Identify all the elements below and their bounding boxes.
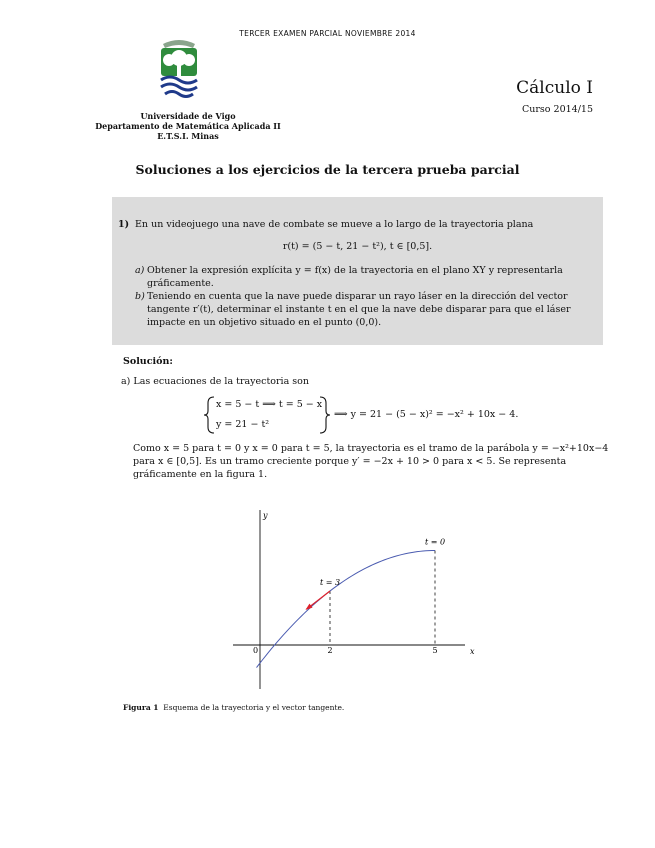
university-name: Universidade de Vigo (140, 111, 236, 121)
part-a-line2: gráficamente. (147, 278, 214, 289)
marker-label-t3: t = 3 (319, 578, 341, 587)
caption-text: Esquema de la trayectoria y el vector tangente. (163, 703, 345, 712)
part-b-line2: tangente r′(t), determinar el instante t en el que la nave debe disparar para que el láser (147, 304, 571, 315)
document-title: Soluciones a los ejercicios de la tercera prueba parcial (135, 162, 520, 177)
problem-number: 1) (118, 219, 130, 230)
trajectory-formula: r(t) = (5 − t, 21 − t²), t ∈ [0,5]. (282, 241, 433, 252)
solution-heading: Solución: (123, 356, 173, 367)
solution-p2: para x ∈ [0,5]. Es un tramo creciente porque y′ = −2x + 10 > 0 para x < 5. Se representa (133, 456, 567, 467)
part-a-line1: Obtener la expresión explícita y = f(x) de la trayectoria en el plano XY y representarla (147, 265, 563, 276)
course-title: Cálculo I (516, 78, 593, 98)
course-year: Curso 2014/15 (521, 104, 593, 115)
trajectory-curve (257, 551, 436, 668)
part-b-line1: Teniendo en cuenta que la nave puede disparar un rayo láser en la dirección del vector (147, 291, 568, 302)
x-axis-label: x (470, 647, 475, 656)
solution-a-intro: a) Las ecuaciones de la trayectoria son (121, 376, 309, 387)
x-tick-2: 2 (327, 646, 333, 655)
y-axis-label: y (263, 511, 268, 520)
origin-label: 0 (253, 646, 259, 655)
part-b-label: b) (135, 291, 145, 302)
part-b-line3: impacte en un objetivo situado en el punto (0,0). (147, 317, 382, 328)
department-name: Departamento de Matemática Aplicada II (95, 121, 281, 131)
x-tick-5: 5 (432, 646, 438, 655)
exam-header: TERCER EXAMEN PARCIAL NOVIEMBRE 2014 (239, 29, 416, 38)
explicit-result: ⟹ y = 21 − (5 − x)² = −x² + 10x − 4. (334, 409, 519, 420)
caption-label: Figura 1 (123, 703, 159, 712)
school-name: E.T.S.I. Minas (157, 131, 219, 141)
system-eq2: y = 21 − t² (216, 419, 270, 430)
solution-p3: gráficamente en la figura 1. (133, 469, 268, 480)
marker-label-t0: t = 0 (424, 537, 446, 547)
problem-intro: En un videojuego una nave de combate se mueve a lo largo de la trayectoria plana (135, 219, 534, 230)
system-eq1: x = 5 − t ⟹ t = 5 − x (216, 399, 323, 410)
figure-caption (123, 703, 344, 712)
part-a-label: a) (135, 265, 145, 276)
solution-p1: Como x = 5 para t = 0 y x = 0 para t = 5, la trayectoria es el tramo de la parábola y = −x²+10x−4 (133, 443, 609, 454)
